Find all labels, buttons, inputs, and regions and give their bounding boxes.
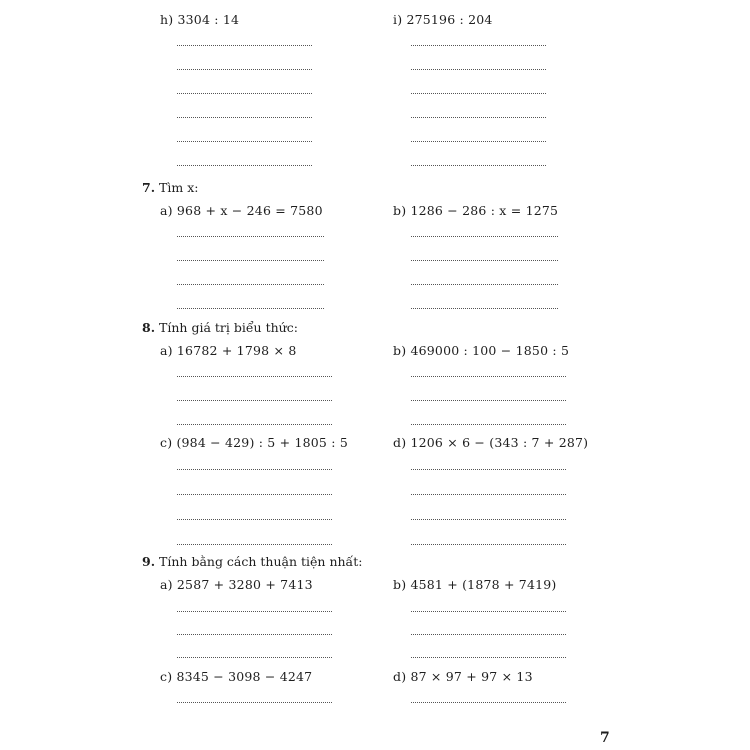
problem-h-label: h) 3304 : 14: [160, 12, 240, 27]
answer-line[interactable]: [177, 141, 312, 142]
answer-line[interactable]: [177, 69, 312, 70]
exercise-title: Tính bằng cách thuận tiện nhất:: [159, 554, 363, 569]
answer-line[interactable]: [177, 93, 312, 94]
answer-line[interactable]: [411, 634, 566, 635]
ex9-problem-a-label: a) 2587 + 3280 + 7413: [160, 577, 313, 592]
answer-line[interactable]: [411, 519, 566, 520]
answer-line[interactable]: [177, 519, 332, 520]
answer-line[interactable]: [177, 657, 332, 658]
answer-line[interactable]: [177, 260, 324, 261]
answer-line[interactable]: [177, 702, 332, 703]
answer-line[interactable]: [411, 494, 566, 495]
answer-line[interactable]: [177, 469, 332, 470]
answer-line[interactable]: [411, 284, 558, 285]
page-number: 7: [600, 730, 610, 746]
answer-line[interactable]: [177, 634, 332, 635]
answer-line[interactable]: [411, 236, 558, 237]
exercise-number: 7.: [142, 180, 156, 195]
answer-line[interactable]: [411, 260, 558, 261]
answer-line[interactable]: [177, 611, 332, 612]
answer-line[interactable]: [411, 141, 546, 142]
ex9-problem-b-label: b) 4581 + (1878 + 7419): [393, 577, 557, 592]
answer-line[interactable]: [177, 424, 332, 425]
answer-line[interactable]: [411, 611, 566, 612]
answer-line[interactable]: [411, 469, 566, 470]
answer-line[interactable]: [411, 69, 546, 70]
answer-line[interactable]: [411, 308, 558, 309]
problem-i-label: i) 275196 : 204: [393, 12, 493, 27]
answer-line[interactable]: [411, 657, 566, 658]
ex8-problem-a-label: a) 16782 + 1798 × 8: [160, 343, 297, 358]
answer-line[interactable]: [177, 117, 312, 118]
exercise-number: 9.: [142, 554, 156, 569]
exercise-9-heading: [142, 554, 362, 569]
answer-line[interactable]: [177, 400, 332, 401]
exercise-7-heading: [142, 180, 198, 195]
answer-line[interactable]: [411, 165, 546, 166]
answer-line[interactable]: [411, 424, 566, 425]
answer-line[interactable]: [411, 544, 566, 545]
answer-line[interactable]: [177, 165, 312, 166]
answer-line[interactable]: [411, 45, 546, 46]
ex9-problem-c-label: c) 8345 − 3098 − 4247: [160, 669, 313, 684]
answer-line[interactable]: [177, 376, 332, 377]
ex7-problem-a-label: a) 968 + x − 246 = 7580: [160, 203, 323, 218]
exercise-title: Tìm x:: [159, 180, 199, 195]
exercise-8-heading: [142, 320, 298, 335]
ex7-problem-b-label: b) 1286 − 286 : x = 1275: [393, 203, 559, 218]
ex9-problem-d-label: d) 87 × 97 + 97 × 13: [393, 669, 533, 684]
exercise-title: Tính giá trị biểu thức:: [159, 320, 298, 335]
answer-line[interactable]: [411, 702, 566, 703]
ex8-problem-d-label: d) 1206 × 6 − (343 : 7 + 287): [393, 435, 589, 450]
answer-line[interactable]: [177, 236, 324, 237]
answer-line[interactable]: [411, 400, 566, 401]
exercise-number: 8.: [142, 320, 156, 335]
answer-line[interactable]: [177, 494, 332, 495]
answer-line[interactable]: [177, 284, 324, 285]
ex8-problem-b-label: b) 469000 : 100 − 1850 : 5: [393, 343, 570, 358]
answer-line[interactable]: [177, 544, 332, 545]
answer-line[interactable]: [411, 117, 546, 118]
answer-line[interactable]: [411, 93, 546, 94]
answer-line[interactable]: [411, 376, 566, 377]
answer-line[interactable]: [177, 308, 324, 309]
answer-line[interactable]: [177, 45, 312, 46]
ex8-problem-c-label: c) (984 − 429) : 5 + 1805 : 5: [160, 435, 348, 450]
